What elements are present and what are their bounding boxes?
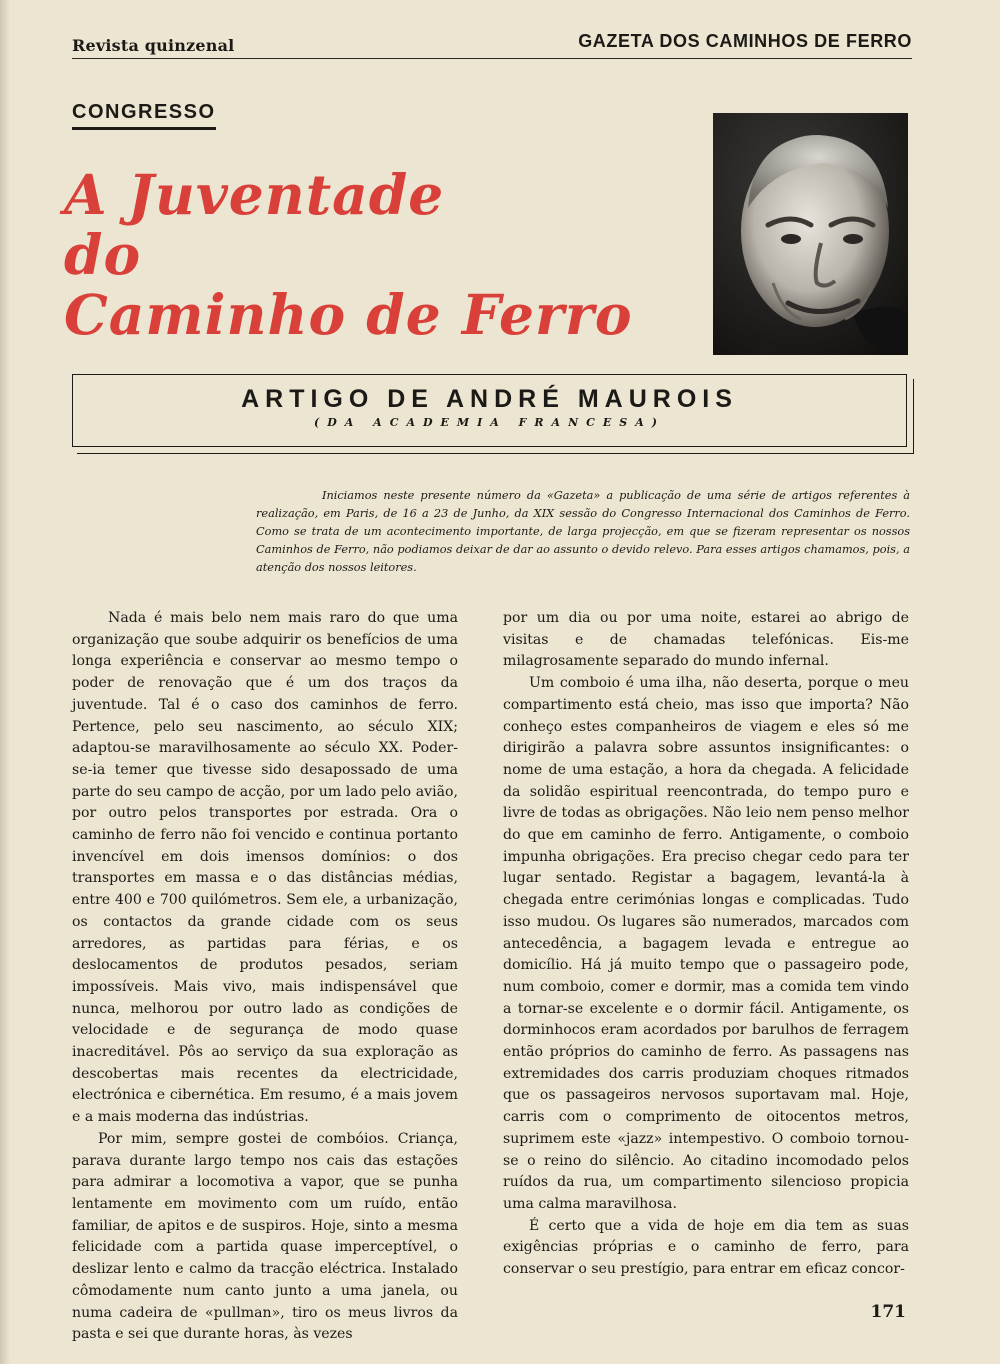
byline-title: ARTIGO DE ANDRÉ MAUROIS — [241, 385, 738, 413]
paragraph: por um dia ou por uma noite, estarei ao abrigo de visitas e de chamadas telefónicas. Eis-me milagrosamente separado do mundo infernal. — [503, 610, 909, 670]
paragraph: Por mim, sempre gostei de combóios. Criança, parava durante largo tempo nos cais das estações para admirar a locomotiva a vapor, que se punha lentamente em movimento com um ruído, então familiar, de apitos e de suspiros. Hoje, sinto a mesma felicidade com a partida quase imperceptível, o deslizar lento e calmo da tracção eléctrica. Instalado cômodamente num canto junto a uma janela, ou numa cadeira de «pullman», tiro os meus livros da pasta e sei que durante horas, às vezes — [72, 1130, 458, 1343]
article-title — [64, 162, 633, 347]
left-column — [72, 608, 458, 1346]
section-label: CONGRESSO — [72, 101, 216, 130]
page-edge — [0, 0, 10, 1364]
byline-subtitle: (DA ACADEMIA FRANCESA) — [314, 416, 665, 429]
right-column — [503, 608, 909, 1281]
title-line-2: do — [64, 222, 142, 287]
paragraph: Um comboio é uma ilha, não deserta, porque o meu compartimento está cheio, mas isso que importa? Não conheço estes companheiros de viagem e eles só me dirigirão a palavra sobre assuntos insignificantes: o nome de uma estação, a hora da chegada. A felicidade da solidão espiritual reencontrada, do tempo puro e livre de todas as obrigações. Não leio nem penso melhor do que em caminho de ferro. Antigamente, o comboio impunha obrigações. Era preciso chegar cedo para ter lugar sentado. Registar a bagagem, levantá-la à chegada entre cerimónias longas e complicadas. Tudo isso mudou. Os lugares são numerados, marcados com antecedência, a bagagem levada e entregue ao domicílio. Há já muito tempo que o passageiro pode, num comboio, comer e dormir, mas a comida tem vindo a tornar-se excelente e o dormir fácil. Antigamente, os dorminhocos eram acordados por barulhos de ferragem então próprios do caminho de ferro. As passagens nas extremidades dos carris produziam choques ritmados que os passageiros nervosos suportavam mal. Hoje, carris com o comprimento de oitocentos metros, suprimem este «jazz» intempestivo. O comboio tornou-se o reino do silêncio. Ao citadino incomodado pelos ruídos da rua, um compartimento silencioso propicia uma calma maravilhosa. — [503, 675, 909, 1212]
editorial-intro: Iniciamos neste presente número da «Gazeta» a publicação de uma série de artigos referentes à realização, em Paris, de 16 a 23 de Junho, da XIX sessão do Congresso Internacional dos Caminhos de Ferro. Como se trata de um acontecimento importante, de larga projecção, em que se fizeram representar os nossos Caminhos de Ferro, não podiamos deixar de dar ao assunto o devido relevo. Para esses artigos chamamos, pois, a atenção dos nossos leitores. — [256, 489, 910, 574]
running-header-title: GAZETA DOS CAMINHOS DE FERRO — [578, 31, 912, 51]
byline-box — [72, 374, 907, 447]
paragraph: É certo que a vida de hoje em dia tem as suas exigências próprias e o caminho de ferro, para conservar o seu prestígio, para entrar em eficaz concor- — [503, 1217, 909, 1278]
author-portrait-photo — [713, 113, 908, 355]
running-header-left: Revista quinzenal — [72, 36, 235, 55]
page-number: 171 — [870, 1302, 906, 1322]
title-line-1: A Juventade — [64, 162, 445, 227]
title-line-3: Caminho de Ferro — [64, 282, 633, 347]
portrait-illustration — [713, 113, 908, 355]
header-rule — [72, 58, 912, 59]
paragraph: Nada é mais belo nem mais raro do que uma organização que soube adquirir os benefícios de uma longa experiência e conservar ao mesmo tempo o poder de renovação que é um dos traços da juventude. Tal é o caso dos caminhos de ferro. Pertence, pelo seu nascimento, ao século XIX; adaptou-se maravilhosamente ao século XX. Poder-se-ia temer que tivesse sido desapossado de uma parte do seu campo de acção, por um lado pelo avião, por outro pelos transportes por estrada. Ora o caminho de ferro não foi vencido e continua portanto invencível em dois imensos domínios: o dos transportes em massa e o das distâncias médias, entre 400 e 700 quilómetros. Sem ele, a urbanização, os contactos da grande cidade com os seus arredores, as partidas para férias, e os deslocamentos de produtos pesados, seriam impossíveis. Mais vivo, mais indispensável que nunca, melhorou por outro lado as condições de velocidade e de segurança de modo quase inacreditável. Pôs ao serviço da sua exploração as descobertas mais recentes da electricidade, electrónica e cibernética. Em resumo, é a mais jovem e a mais moderna das indústrias. — [72, 610, 458, 1126]
